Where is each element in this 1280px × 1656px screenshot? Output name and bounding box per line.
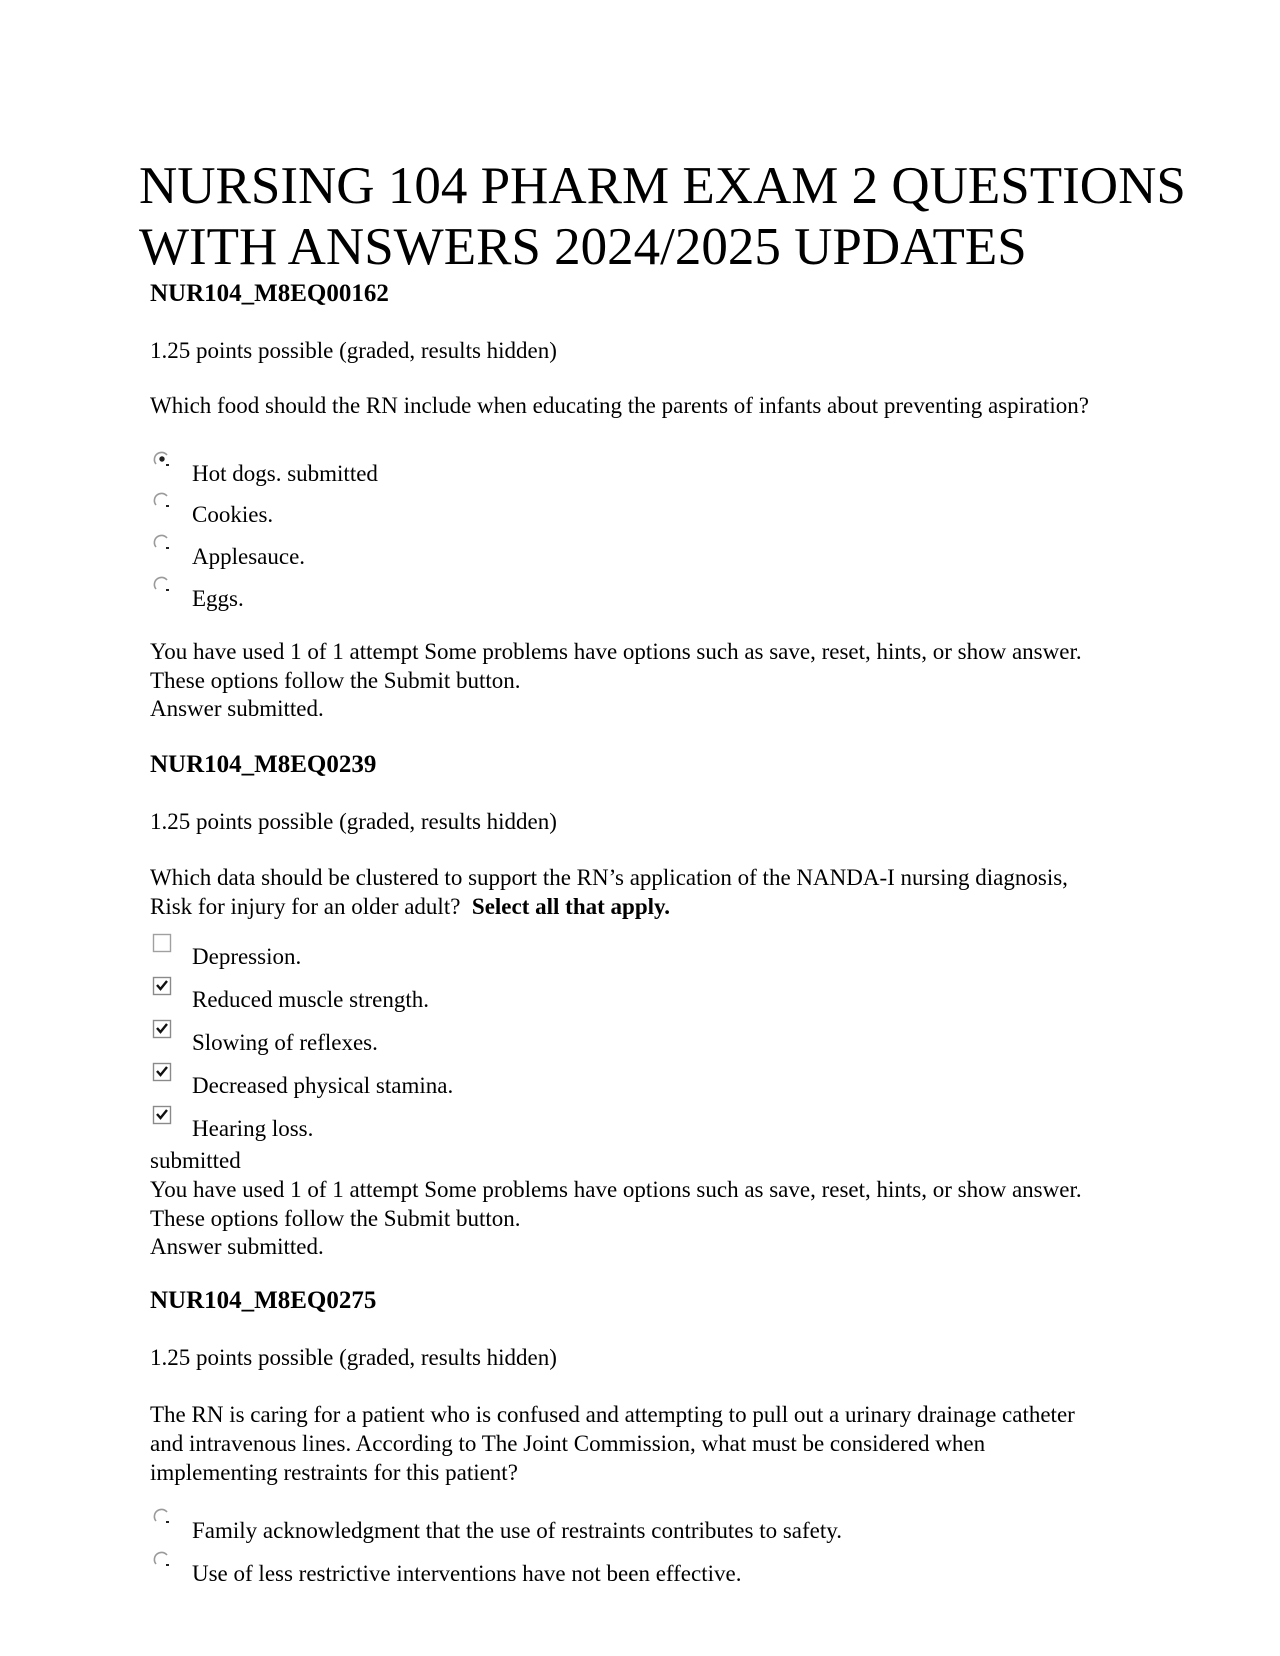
- question-prompt: The RN is caring for a patient who is confused and attempting to pull out a urinary drainage catheter and intravenous lines. According to The Joint Commission, what must be considered when implementing restraints for this patient?: [150, 1402, 1075, 1485]
- radio-unselected-icon[interactable]: [152, 491, 172, 511]
- page-title: [139, 156, 1259, 278]
- radio-unselected-icon[interactable]: [152, 1507, 172, 1527]
- answer-option[interactable]: [150, 1019, 1150, 1059]
- title-line-1: NURSING 104 PHARM EXAM 2 QUESTIONS: [139, 157, 1186, 215]
- submitted-note: submitted: [150, 1148, 241, 1173]
- checkbox-unchecked-icon[interactable]: [152, 933, 172, 953]
- prompt-text: Which data should be clustered to support the RN’s application of the NANDA-I nursing diagnosis, Risk for injury for an older adult?: [150, 865, 1068, 919]
- points-info: 1.25 points possible (graded, results hidden): [150, 1345, 557, 1370]
- prompt-emphasis: Select all that apply.: [471, 894, 670, 919]
- answer-option[interactable]: [150, 1105, 1150, 1145]
- checkbox-checked-icon[interactable]: [152, 976, 172, 996]
- option-label: Depression.: [192, 944, 302, 969]
- answer-option[interactable]: [150, 491, 1150, 531]
- checkbox-checked-icon[interactable]: [152, 1062, 172, 1082]
- answer-status: Answer submitted.: [150, 696, 324, 721]
- option-label: Applesauce.: [192, 544, 306, 569]
- question-id: NUR104_M8EQ0239: [150, 751, 377, 778]
- title-line-2: WITH ANSWERS 2024/2025 UPDATES: [139, 218, 1027, 276]
- points-info: 1.25 points possible (graded, results hidden): [150, 338, 557, 363]
- radio-unselected-icon[interactable]: [152, 1550, 172, 1570]
- answer-option[interactable]: [150, 1507, 1150, 1547]
- option-label: Slowing of reflexes.: [192, 1030, 378, 1055]
- attempts-note: You have used 1 of 1 attempt Some problems have options such as save, reset, hints, or show answer. These options follow the Submit button.: [150, 1177, 1082, 1231]
- attempts-note: You have used 1 of 1 attempt Some problems have options such as save, reset, hints, or show answer. These options follow the Submit button.: [150, 639, 1082, 693]
- option-label: Cookies.: [192, 502, 274, 527]
- option-label: Eggs.: [192, 586, 244, 611]
- option-label: Hearing loss.: [192, 1116, 314, 1141]
- answer-status: Answer submitted.: [150, 1234, 324, 1259]
- points-info: 1.25 points possible (graded, results hidden): [150, 809, 557, 834]
- answer-option[interactable]: [150, 1550, 1150, 1590]
- answer-option[interactable]: [150, 976, 1150, 1016]
- answer-option[interactable]: [150, 533, 1150, 573]
- answer-option[interactable]: [150, 450, 1150, 490]
- option-label: Decreased physical stamina.: [192, 1073, 454, 1098]
- radio-unselected-icon[interactable]: [152, 533, 172, 553]
- option-label: Use of less restrictive interventions have not been effective.: [192, 1561, 742, 1586]
- option-label: Reduced muscle strength.: [192, 987, 429, 1012]
- answer-option[interactable]: [150, 933, 1150, 973]
- radio-selected-icon[interactable]: [152, 450, 172, 470]
- option-label: Hot dogs. submitted: [192, 461, 378, 486]
- question-prompt: Which food should the RN include when educating the parents of infants about preventing aspiration?: [150, 393, 1089, 418]
- answer-option[interactable]: [150, 1062, 1150, 1102]
- answer-option[interactable]: [150, 575, 1150, 615]
- question-prompt: [150, 863, 1090, 921]
- checkbox-checked-icon[interactable]: [152, 1105, 172, 1125]
- checkbox-checked-icon[interactable]: [152, 1019, 172, 1039]
- question-id: NUR104_M8EQ0275: [150, 1287, 377, 1314]
- question-id: NUR104_M8EQ00162: [150, 280, 389, 307]
- option-label: Family acknowledgment that the use of restraints contributes to safety.: [192, 1518, 843, 1543]
- radio-unselected-icon[interactable]: [152, 575, 172, 595]
